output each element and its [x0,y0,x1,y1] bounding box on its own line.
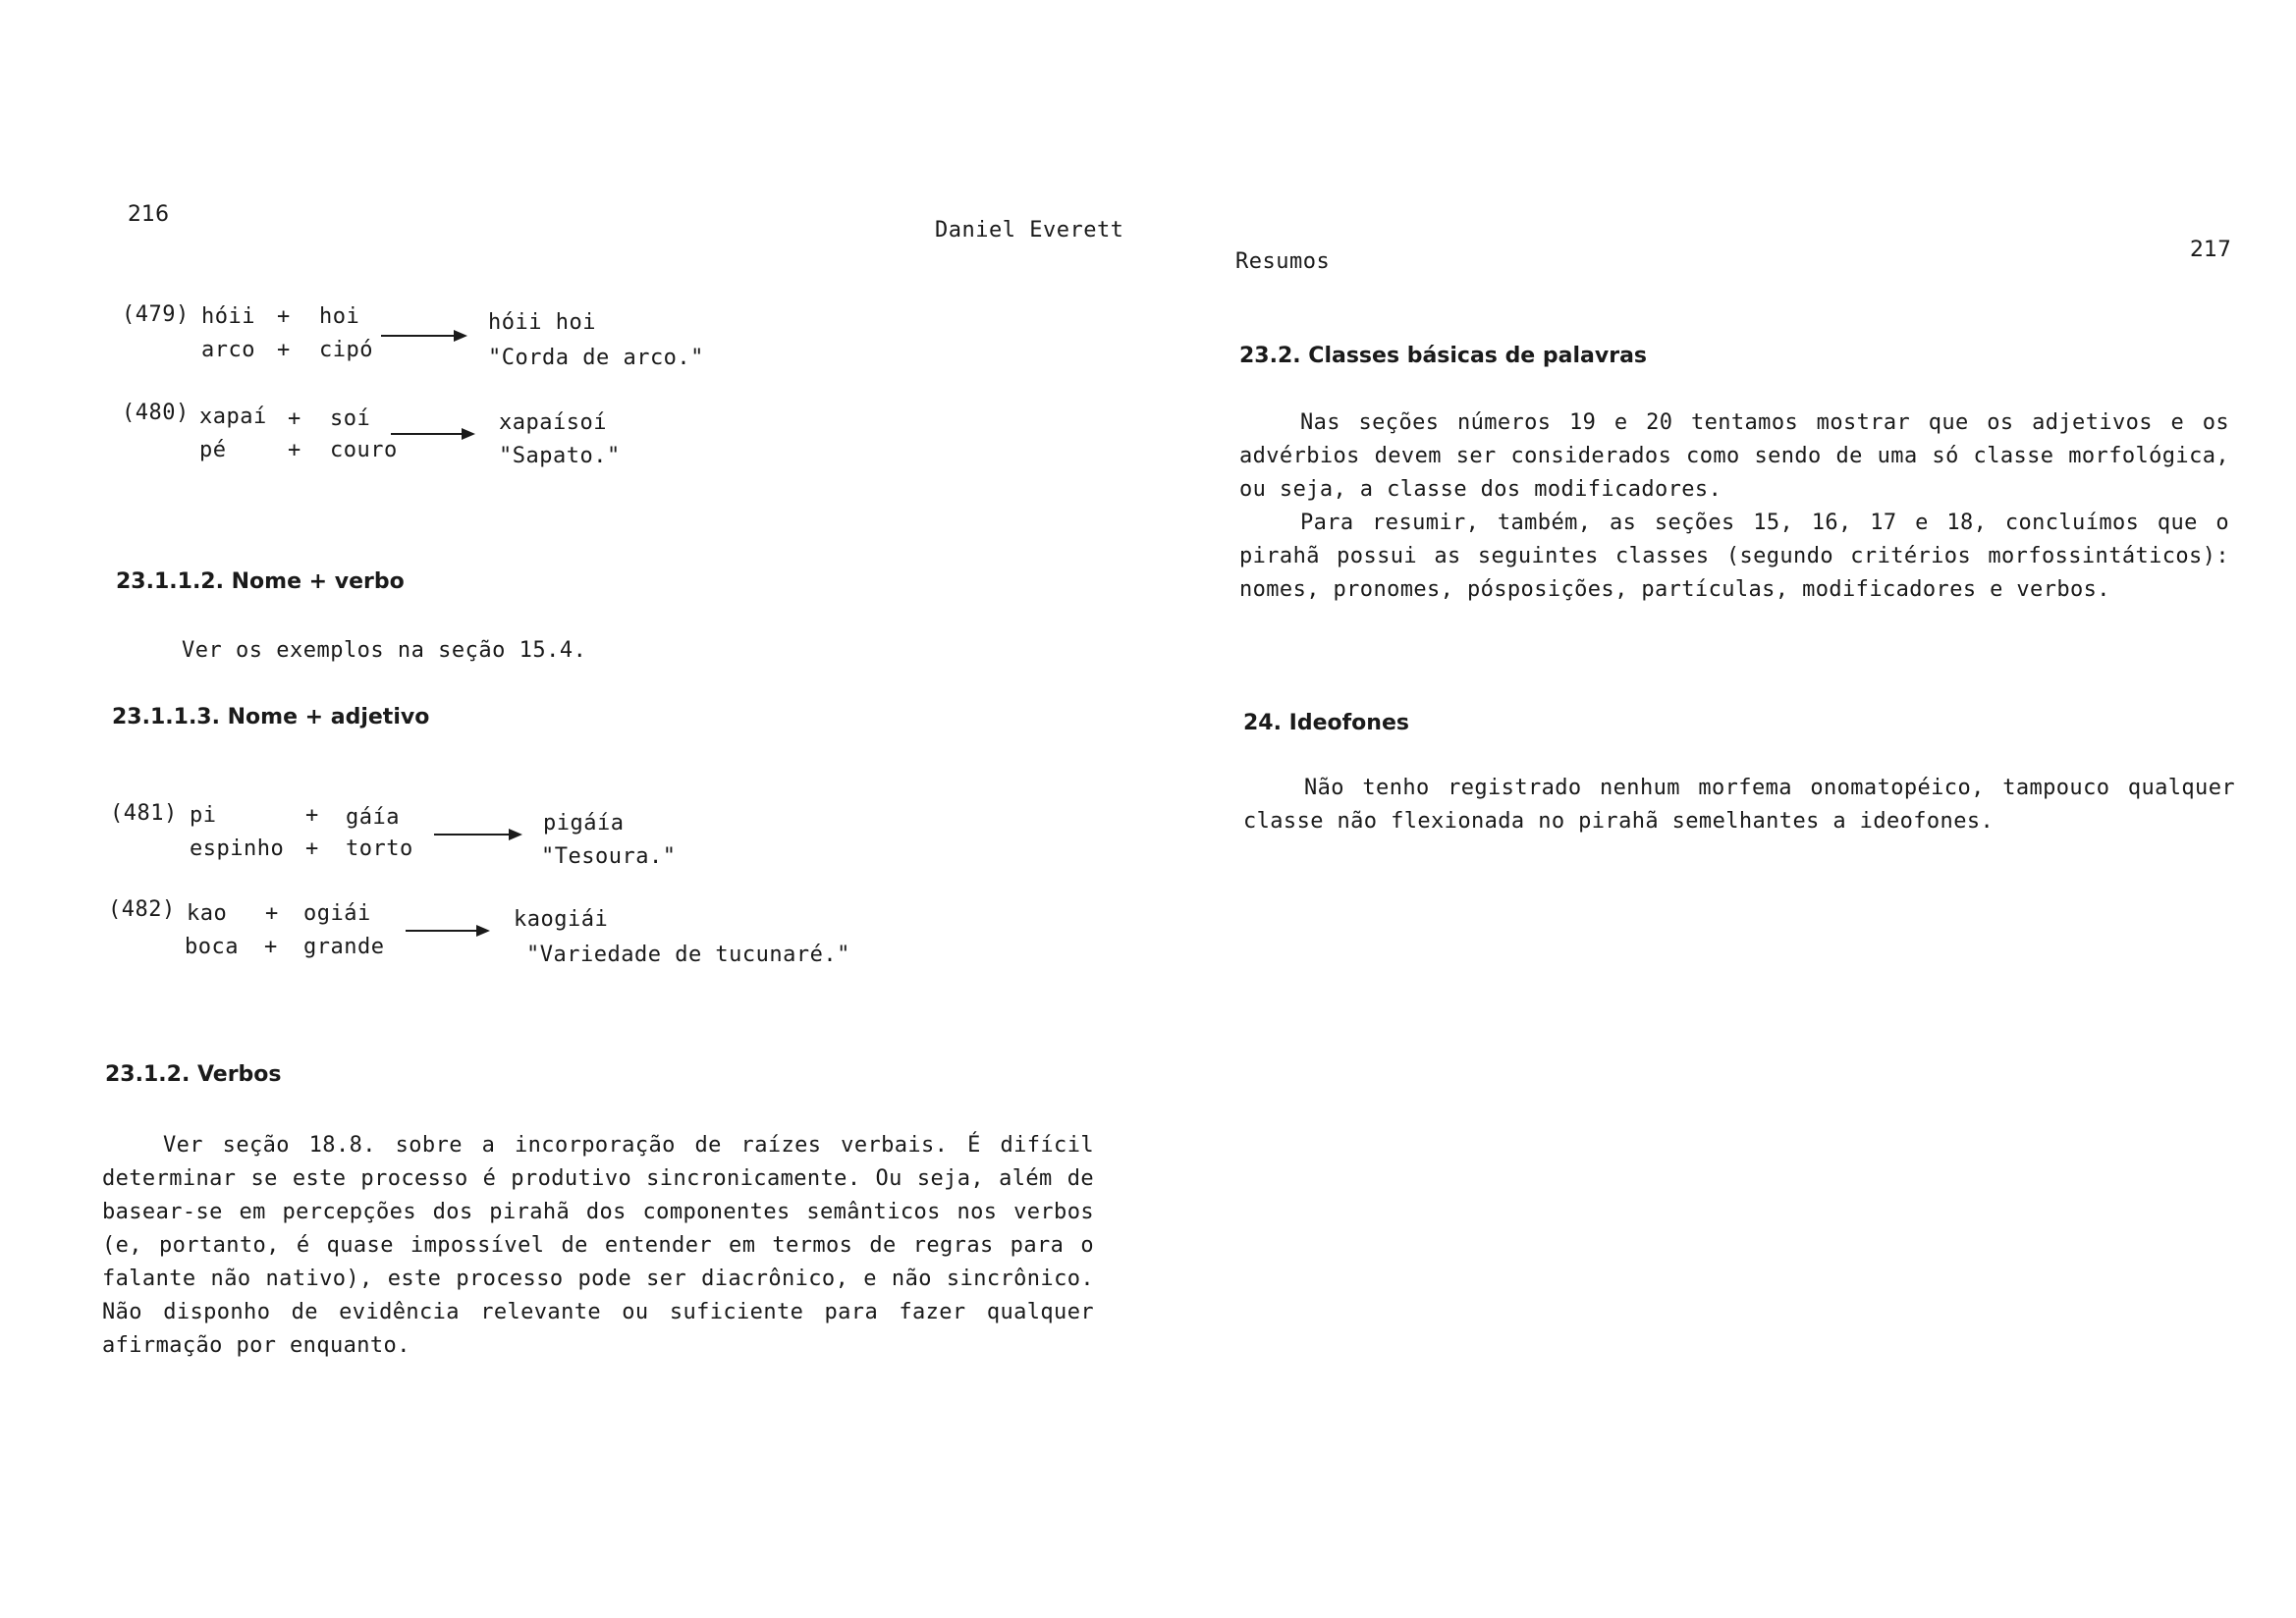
compound-gloss: "Variedade de tucunaré." [526,943,850,967]
morpheme-2: hoi [319,304,360,329]
classes-paragraph-2 [1239,507,2229,607]
morpheme-2: ogiái [303,901,371,926]
verbos-paragraph [102,1129,1094,1363]
example-number: (481) [110,801,178,826]
gloss-2: grande [303,935,385,959]
plus-sign: + [305,803,319,828]
arrow-icon [381,330,467,342]
compound-gloss: "Tesoura." [541,844,677,869]
compound-form: xapaísoí [499,410,607,435]
verbos-text: Ver seção 18.8. sobre a incorporação de raízes verbais. É difícil determinar se este processo é produtivo sincronicamente. Ou seja, além de basear-se em percepções dos pirahã dos componentes semânticos nos verbos (e, portanto, é quase impossível de entender em termos de regras para o falante não nativo), este processo pode ser diacrônico, e não sincrônico. Não disponho de evidência relevante ou suficiente para fazer qualquer afirmação por enquanto. [102,1133,1094,1358]
section-heading-23-1-2: 23.1.2. Verbos [105,1062,282,1087]
plus-sign: + [277,338,291,362]
left-page-number: 216 [128,202,169,227]
morpheme-1: hóii [201,304,255,329]
plus-sign: + [288,438,301,462]
example-number: (482) [108,897,176,922]
gloss-1: arco [201,338,255,362]
gloss-1: boca [185,935,239,959]
morpheme-1: pi [190,803,217,828]
classes-text-2: Para resumir, também, as seções 15, 16, 17 e 18, concluímos que o pirahã possui as seguintes classes (segundo critérios morfossintáticos): nomes, pronomes, pósposições, partículas, modificadores e verbos. [1239,511,2229,602]
classes-paragraph-1 [1239,406,2229,507]
plus-sign: + [305,836,319,861]
section-heading-24: 24. Ideofones [1243,711,1409,735]
arrow-icon [434,829,522,840]
gloss-2: torto [346,836,413,861]
ideofones-paragraph [1243,772,2235,838]
gloss-2: couro [330,438,398,462]
compound-gloss: "Corda de arco." [488,346,704,370]
plus-sign: + [277,304,291,329]
compound-form: hóii hoi [488,310,596,335]
plus-sign: + [264,935,278,959]
plus-sign: + [265,901,279,926]
arrow-icon [406,925,490,937]
classes-text-1: Nas seções números 19 e 20 tentamos mostrar que os adjetivos e os advérbios devem ser considerados como sendo de uma só classe morfológica, ou seja, a classe dos modificadores. [1239,410,2229,502]
morpheme-2: soí [330,406,371,431]
compound-form: pigáía [543,811,625,836]
right-running-head: Resumos [1235,249,1331,274]
morpheme-1: xapaí [199,404,267,429]
section-heading-23-1-1-2: 23.1.1.2. Nome + verbo [116,569,405,594]
example-number: (479) [122,302,190,327]
section-heading-23-1-1-3: 23.1.1.3. Nome + adjetivo [112,705,430,729]
gloss-2: cipó [319,338,373,362]
gloss-1: pé [199,438,227,462]
example-number: (480) [122,401,190,425]
compound-form: kaogiái [514,907,609,932]
gloss-1: espinho [190,836,285,861]
section-text-23-1-1-2: Ver os exemplos na seção 15.4. [182,638,587,663]
morpheme-1: kao [187,901,228,926]
plus-sign: + [288,406,301,431]
right-page-number: 217 [2190,238,2231,262]
ideofones-text: Não tenho registrado nenhum morfema onomatopéico, tampouco qualquer classe não flexionada no pirahã semelhantes a ideofones. [1243,776,2235,834]
morpheme-2: gáía [346,805,400,830]
arrow-icon [391,428,475,440]
compound-gloss: "Sapato." [499,444,621,468]
section-heading-23-2: 23.2. Classes básicas de palavras [1239,344,1648,368]
left-running-head: Daniel Everett [935,218,1124,243]
